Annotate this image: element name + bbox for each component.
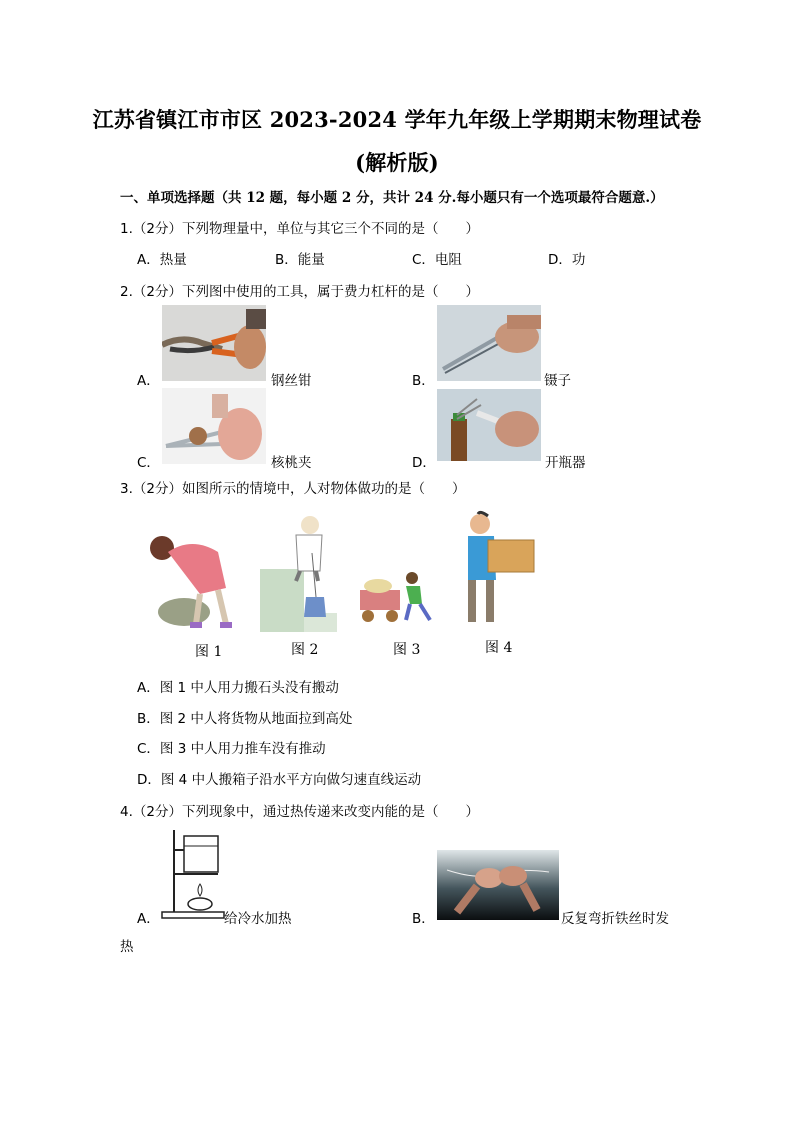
q3-option-b: B．图 2 中人将货物从地面拉到高处 [137, 711, 353, 727]
q4-option-a-label: 给冷水加热 [224, 911, 292, 927]
q2-option-a-letter: A． [137, 373, 160, 389]
q2-option-c-letter: C． [137, 455, 160, 471]
q2-option-b-label: 镊子 [544, 373, 571, 389]
figure-4-image [464, 510, 536, 626]
pliers-image [162, 305, 266, 381]
bottle-opener-image [437, 389, 541, 461]
heating-apparatus-image [160, 828, 226, 922]
page-subtitle: (解析版) [355, 150, 439, 175]
q3-option-c: C．图 3 中人用力推车没有推动 [137, 741, 326, 757]
q1-option-b: B．能量 [275, 252, 325, 268]
q2-option-d-letter: D． [412, 455, 436, 471]
q2-option-b-letter: B． [412, 373, 435, 389]
tweezers-image [437, 305, 541, 381]
q4-stem: 4.（2分）下列现象中，通过热传递来改变内能的是（ ） [120, 804, 479, 820]
q3-option-a: A．图 1 中人用力搬石头没有搬动 [137, 680, 339, 696]
q2-option-c-label: 核桃夹 [271, 455, 312, 471]
q2-option-a-label: 钢丝钳 [271, 373, 312, 389]
q4-option-b-letter: B． [412, 911, 435, 927]
figure-2-image [260, 513, 337, 632]
q1-stem: 1.（2分）下列物理量中，单位与其它三个不同的是（ ） [120, 221, 479, 237]
figure-3-image [354, 566, 444, 626]
q2-stem: 2.（2分）下列图中使用的工具，属于费力杠杆的是（ ） [120, 284, 479, 300]
q3-option-d: D．图 4 中人搬箱子沿水平方向做匀速直线运动 [137, 772, 422, 788]
q3-stem: 3.（2分）如图所示的情境中，人对物体做功的是（ ） [120, 481, 466, 497]
page-title: 江苏省镇江市市区 2023-2024 学年九年级上学期期末物理试卷 [92, 107, 702, 132]
q1-option-a: A．热量 [137, 252, 187, 268]
section-heading: 一、单项选择题（共 12 题，每小题 2 分，共计 24 分.每小题只有一个选项最符合题意.） [120, 190, 664, 206]
q4-option-b-wrap: 热 [120, 939, 134, 955]
q4-option-a-letter: A． [137, 911, 160, 927]
figure-3-caption: 图 3 [393, 642, 421, 658]
q1-option-c: C．电阻 [412, 252, 462, 268]
figure-1-caption: 图 1 [195, 644, 223, 660]
figure-2-caption: 图 2 [291, 642, 319, 658]
q2-option-d-label: 开瓶器 [545, 455, 586, 471]
figure-4-caption: 图 4 [485, 640, 513, 656]
q4-option-b-label: 反复弯折铁丝时发 [561, 911, 669, 927]
bending-wire-image [437, 850, 559, 920]
nutcracker-image [162, 388, 266, 464]
q1-option-d: D．功 [548, 252, 586, 268]
figure-1-image [140, 528, 236, 632]
